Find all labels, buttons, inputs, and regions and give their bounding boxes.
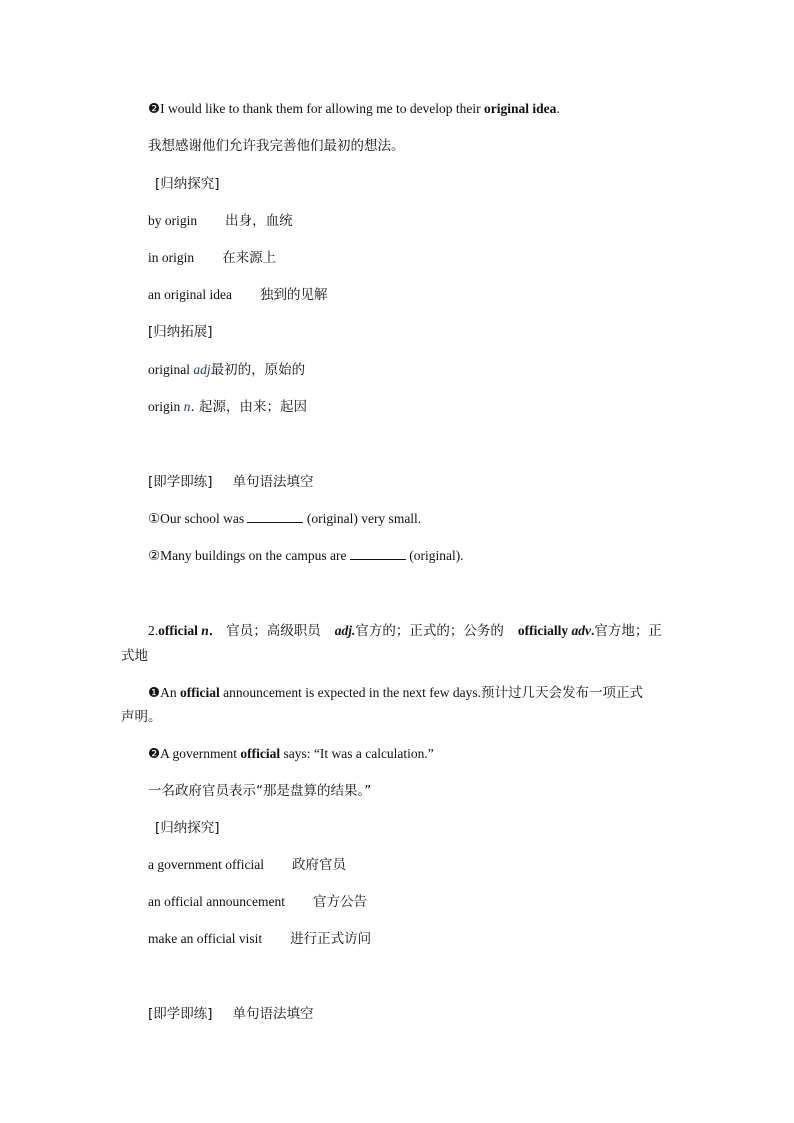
practice-heading: [即学即练] 单句语法填空 (148, 474, 314, 490)
question-1: ①Our school was (original) very small. (148, 511, 422, 526)
answer-blank[interactable] (350, 547, 406, 560)
entry-heading-official: 2.official n． 官员；高级职员 adj.官方的；正式的；公务的 officially adv.官方地；正 (148, 623, 662, 639)
extend-row-origin: origin n. 起源，由来；起因 (148, 399, 307, 415)
highlight-phrase: original idea (484, 101, 557, 116)
part-of-speech: adj (193, 362, 211, 377)
practice-heading: [即学即练] 单句语法填空 (148, 1006, 314, 1022)
highlight-word: official (179, 685, 220, 700)
phrase-row: in origin 在来源上 (148, 250, 277, 266)
part-of-speech: n (183, 399, 191, 414)
bullet-2-icon: ❷ (148, 101, 161, 117)
highlight-word: official (240, 746, 281, 761)
example-sentence-1: ❶An official announcement is expected in the next few days.预计过几天会发布一项正式 (148, 685, 644, 701)
headword: officially (517, 623, 569, 638)
inquiry-label: [归纳探究] (155, 820, 220, 836)
example-sentence-2: ❷I would like to thank them for allowing me to develop their original idea. (148, 101, 560, 117)
extend-label: [归纳拓展] (148, 324, 213, 340)
bullet-1-icon: ❶ (148, 685, 161, 701)
phrase-row: make an official visit 进行正式访问 (148, 931, 372, 947)
bullet-2-icon: ❷ (148, 746, 161, 762)
answer-blank[interactable] (247, 510, 303, 523)
question-2: ②Many buildings on the campus are (original). (148, 548, 464, 563)
phrase-row: an original idea 独到的见解 (148, 287, 328, 303)
phrase-row: a government official 政府官员 (148, 857, 346, 873)
example-sentence-2: ❷A government official says: “It was a calculation.” (148, 746, 434, 762)
headword: official (158, 623, 198, 638)
example-translation-2: 一名政府官员表示“那是盘算的结果。” (148, 783, 372, 799)
example-translation-1-wrap: 声明。 (121, 709, 162, 725)
entry-heading-wrap: 式地 (121, 648, 148, 664)
phrase-row: an official announcement 官方公告 (148, 894, 367, 910)
inquiry-label: [归纳探究] (155, 176, 220, 192)
extend-row-original: original adj最初的，原始的 (148, 362, 306, 378)
phrase-row: by origin 出身，血统 (148, 213, 293, 229)
example-translation-2: 我想感谢他们允许我完善他们最初的想法。 (148, 138, 405, 154)
